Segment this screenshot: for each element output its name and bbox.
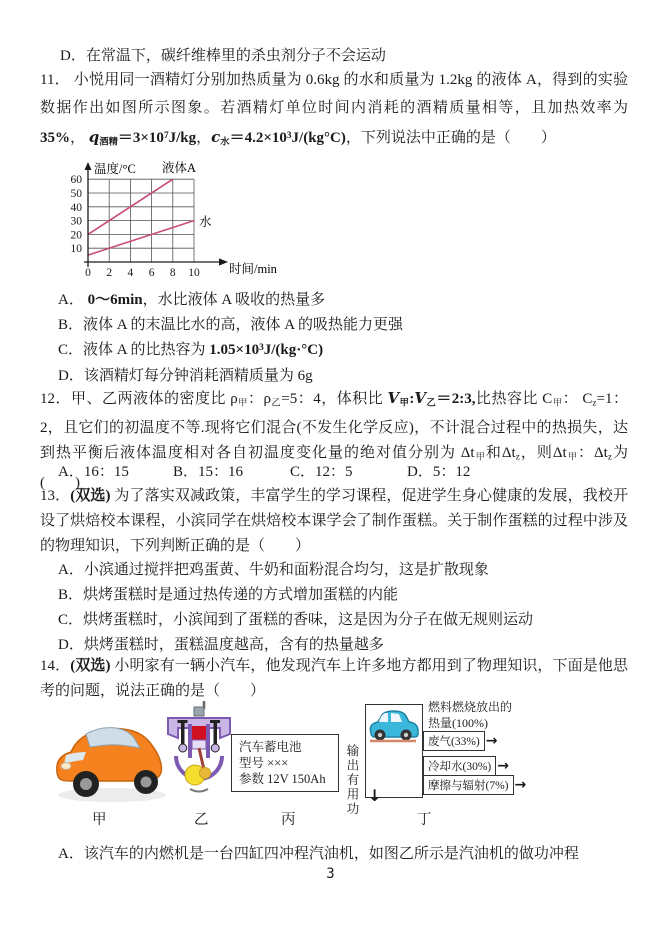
battery-title: 汽车蓄电池	[239, 740, 302, 754]
piston	[192, 740, 206, 749]
svg-text:10: 10	[70, 243, 82, 256]
chart-ylabel: 温度/°C	[94, 162, 136, 176]
figure-label-bing: 丙	[281, 812, 296, 828]
combustion-chamber	[192, 726, 206, 740]
engine-diagram	[164, 698, 234, 806]
svg-text:10: 10	[188, 267, 200, 279]
svg-text:0: 0	[85, 267, 91, 279]
q12-option-d: D．5：12	[407, 464, 471, 480]
svg-text:8: 8	[169, 267, 176, 279]
y-axis-arrow-icon	[85, 162, 92, 170]
q12-option-b: B．15：16	[173, 464, 244, 480]
down-arrow-icon: ↓	[368, 786, 382, 805]
svg-text:30: 30	[70, 215, 82, 228]
toy-car-icon	[367, 707, 419, 743]
q14-option-a: A．该汽车的内燃机是一台四缸四冲程汽油机，如图乙所示是汽油机的做功冲程	[58, 846, 579, 862]
chart-series-water-label: 水	[199, 215, 212, 229]
q13-option-b: B．烘烤蛋糕时是通过热传递的方式增加蛋糕的内能	[58, 587, 399, 603]
right-arrow-icon: →	[514, 777, 527, 793]
svg-text:60: 60	[70, 174, 82, 187]
q14-stem: 14．(双选) 小明家有一辆小汽车，他发现汽车上许多地方都用到了物理知识，下面是他思考的问题，说法正确的是（ ）	[40, 658, 628, 699]
q11-option-d: D．该酒精灯每分钟消耗酒精质量为 6g	[58, 368, 313, 384]
q12-stem: 12．甲、乙两液体的密度比 $\rho_甲$：$\rho_乙=5$：4，体积比 $V_甲:V_乙=2:3$,比热容比 $C_甲$： $C_z=1$：2，且它们的初温度不等.现将它们混合(不发生化学反应)，不计混合过程中的热损失，达到热平衡后液体温度相对各自初温度变化量的绝对值分别为 $\Delta t_甲$和$\Delta t_z$，则$\Delta t_甲$：$\Delta t_z$为( )	[40, 389, 628, 491]
right-arrow-icon: →	[497, 758, 509, 774]
q13-option-a: A．小滨通过搅拌把鸡蛋黄、牛奶和面粉混合均匀，这是扩散现象	[58, 562, 489, 578]
energy-total-label: 燃料燃烧放出的 热量(100%)	[428, 700, 513, 730]
energy-branch-exhaust: 废气(33%) →	[423, 731, 497, 751]
energy-branch-coolant: 冷却水(30%) →	[423, 756, 509, 776]
energy-output-label: 输出有用功	[345, 744, 359, 817]
energy-branch-friction: 摩擦与辐射(7%) →	[423, 775, 526, 795]
svg-text:4: 4	[127, 267, 134, 279]
q11-option-a: A． 0～6min，水比液体 A 吸收的热量多	[58, 292, 326, 308]
page-number: 3	[326, 866, 335, 882]
spark-plug	[194, 707, 204, 716]
q11-chart	[50, 160, 330, 286]
cylinder-wall-left	[188, 724, 192, 758]
svg-text:6: 6	[148, 267, 155, 279]
cylinder-wall-right	[206, 724, 210, 758]
svg-text:20: 20	[70, 229, 82, 242]
chart-grid	[71, 174, 201, 279]
crank-pin	[200, 768, 211, 779]
chart-series-liquidA-label: 液体A	[162, 161, 197, 175]
q12-option-a: A．16：15	[58, 464, 129, 480]
q11-option-c: C．液体 A 的比热容为 $1.05\times 10^3J/(kg\cdot^\circ C)$	[58, 342, 324, 358]
chart-xlabel: 时间/min	[229, 262, 277, 276]
svg-text:2: 2	[106, 267, 113, 279]
battery-label	[231, 734, 339, 792]
car-photo	[52, 714, 174, 808]
q14-figures	[40, 698, 626, 834]
q13-stem: 13．(双选) 为了落实双减政策，丰富学生的学习课程，促进学生身心健康的发展，我校开设了烘焙校本课程，小滨同学在烘焙校本课学会了制作蛋糕。关于制作蛋糕的过程中涉及的物理知识，下列判断正确的是（ ）	[40, 488, 628, 554]
battery-specs: 参数 12V 150Ah	[239, 772, 326, 786]
figure-label-yi: 乙	[194, 812, 209, 828]
car-headlight	[61, 763, 71, 770]
q11-stem: 11． 小悦用同一酒精灯分别加热质量为 0.6kg 的水和质量为 1.2kg 的液体 A，得到的实验数据作出如图所示图象。若酒精灯单位时间内消耗的酒精质量相等，且加热效率为 35%， $q_{酒精}=3\times 10^7J/kg$，$c_水=4.2\times 10^3J/(kg^\circ C)$，下列说法中正确的是（ ）	[40, 72, 628, 148]
q12-option-c: C．12：5	[290, 464, 353, 480]
q13-option-c: C．烘烤蛋糕时，小滨闻到了蛋糕的香味，这是因为分子在做无规则运动	[58, 612, 534, 628]
prev-question-option-d: D．在常温下，碳纤维棒里的杀虫剂分子不会运动	[60, 48, 386, 64]
svg-text:50: 50	[70, 188, 82, 200]
figure-label-jia: 甲	[92, 812, 107, 828]
figure-label-ding: 丁	[417, 812, 432, 828]
battery-model: 型号 ×××	[239, 756, 289, 770]
q13-option-d: D．烘烤蛋糕时，蛋糕温度越高，含有的热量越多	[58, 637, 384, 653]
q11-option-b: B．液体 A 的末温比水的高，液体 A 的吸热能力更强	[58, 317, 404, 333]
x-axis-arrow-icon	[219, 258, 228, 265]
right-arrow-icon: →	[485, 733, 498, 749]
svg-text:40: 40	[70, 201, 82, 214]
